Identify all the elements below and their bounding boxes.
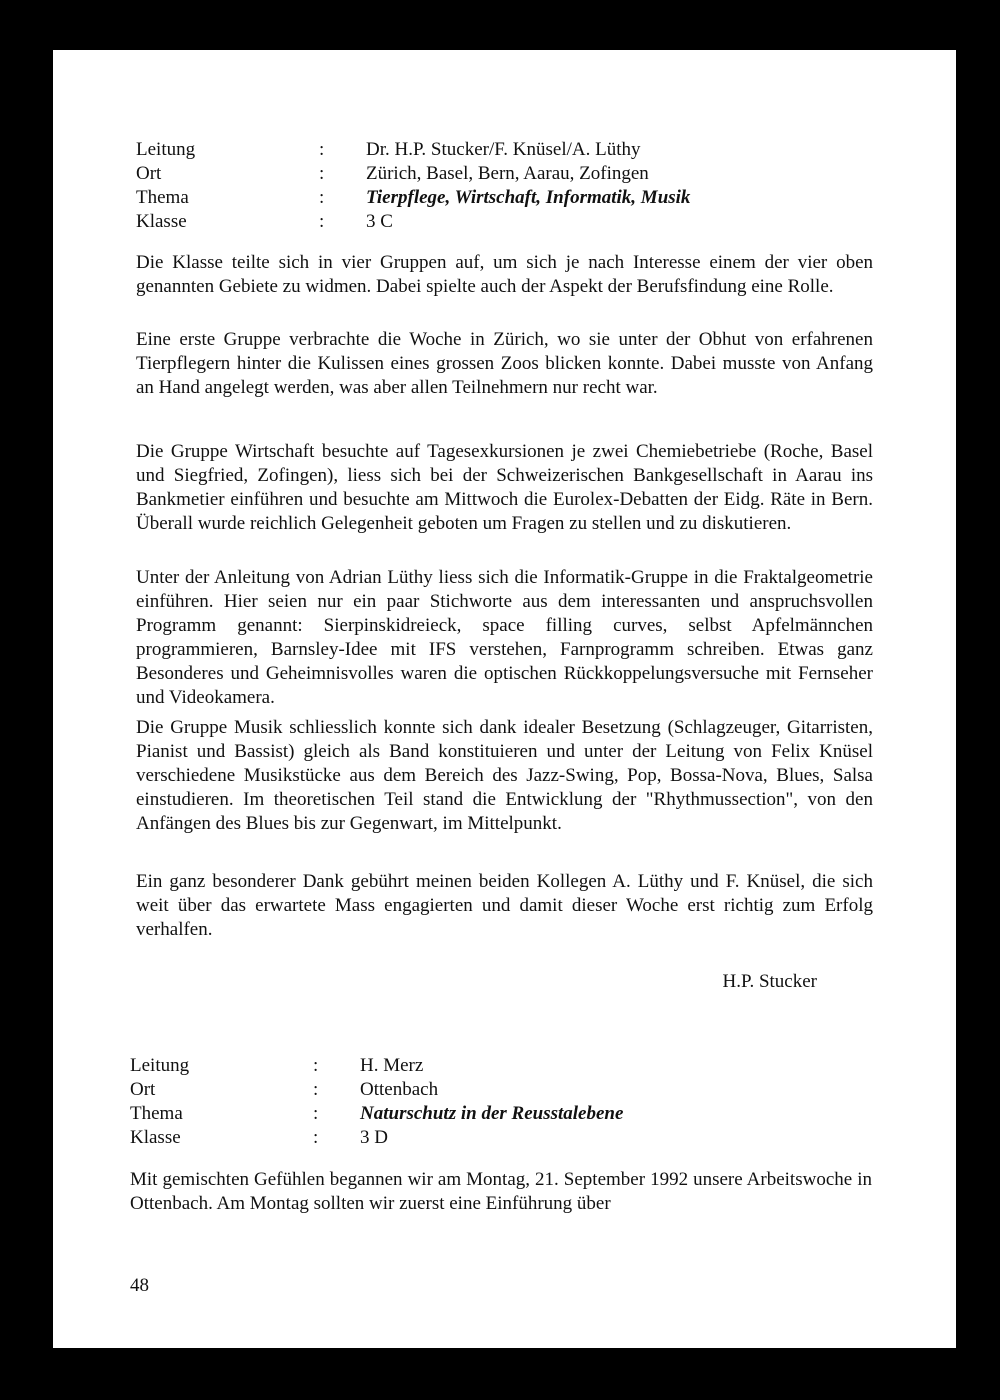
info-label: Leitung bbox=[130, 1055, 190, 1076]
info-colon: : bbox=[319, 139, 325, 160]
signature: H.P. Stucker bbox=[722, 971, 817, 992]
info-label: Thema bbox=[136, 187, 189, 208]
paragraph-dank: Ein ganz besonderer Dank gebührt meinen beiden Kollegen A. Lüthy und F. Knüsel, die sich weit über das erwartete Mass engagierten und damit dieser Woche erst richtig zum Erfolg verhalfen. bbox=[136, 871, 873, 940]
info-colon: : bbox=[319, 163, 325, 184]
info-value-topic: Tierpflege, Wirtschaft, Informatik, Musik bbox=[366, 187, 691, 208]
paragraph-ottenbach: Mit gemischten Gefühlen begannen wir am Montag, 21. September 1992 unsere Arbeitswoche in Ottenbach. Am Montag sollten wir zuerst eine Einführung über bbox=[130, 1169, 872, 1214]
info-colon: : bbox=[313, 1103, 319, 1124]
info-label: Klasse bbox=[130, 1127, 181, 1148]
info-colon: : bbox=[313, 1055, 319, 1076]
info-value: 3 D bbox=[360, 1127, 388, 1148]
info-label: Leitung bbox=[136, 139, 196, 160]
info-colon: : bbox=[313, 1127, 319, 1148]
document-page bbox=[53, 50, 956, 1348]
paragraph-musik: Die Gruppe Musik schliesslich konnte sich dank idealer Besetzung (Schlagzeuger, Gitarristen, Pianist und Bassist) gleich als Band konstituieren und unter der Leitung von Felix Knüsel verschiedene Musikstücke aus dem Bereich des Jazz-Swing, Pop, Bossa-Nova, Blues, Salsa einstudieren. Im theoretischen Teil stand die Entwicklung der "Rhythmussection", von den Anfängen des Blues bis zur Gegenwart, im Mittelpunkt. bbox=[136, 717, 873, 834]
info-colon: : bbox=[319, 211, 325, 232]
info-value: H. Merz bbox=[360, 1055, 424, 1076]
paragraph-intro: Die Klasse teilte sich in vier Gruppen auf, um sich je nach Interesse einem der vier oben genannten Gebiete zu widmen. Dabei spielte auch der Aspekt der Berufsfindung eine Rolle. bbox=[136, 252, 873, 297]
info-label: Ort bbox=[136, 163, 162, 184]
info-label: Klasse bbox=[136, 211, 187, 232]
info-colon: : bbox=[319, 187, 325, 208]
info-label: Thema bbox=[130, 1103, 183, 1124]
info-value-topic: Naturschutz in der Reusstalebene bbox=[360, 1103, 624, 1124]
info-label: Ort bbox=[130, 1079, 156, 1100]
info-value: Ottenbach bbox=[360, 1079, 439, 1100]
info-colon: : bbox=[313, 1079, 319, 1100]
info-value: 3 C bbox=[366, 211, 393, 232]
paragraph-informatik: Unter der Anleitung von Adrian Lüthy liess sich die Informatik-Gruppe in die Fraktalgeometrie einführen. Hier seien nur ein paar Stichworte aus dem interessanten und anspruchsvollen Programm genannt: Sierpinskidreieck, space filling curves, selbst Apfelmännchen programmieren, Barnsley-Idee mit IFS verstehen, Farnprogramm schreiben. Etwas ganz Besonderes und Geheimnisvolles waren die optischen Rückkoppelungsversuche mit Fernseher und Videokamera. bbox=[136, 567, 873, 708]
paragraph-tierpflege: Eine erste Gruppe verbrachte die Woche in Zürich, wo sie unter der Obhut von erfahrenen Tierpflegern hinter die Kulissen eines grossen Zoos blicken konnte. Dabei musste von Anfang an Hand angelegt werden, was aber allen Teilnehmern nur recht war. bbox=[136, 329, 873, 398]
info-value: Zürich, Basel, Bern, Aarau, Zofingen bbox=[366, 163, 649, 184]
page-number: 48 bbox=[130, 1275, 149, 1296]
info-value: Dr. H.P. Stucker/F. Knüsel/A. Lüthy bbox=[366, 139, 641, 160]
paragraph-wirtschaft: Die Gruppe Wirtschaft besuchte auf Tagesexkursionen je zwei Chemiebetriebe (Roche, Basel und Siegfried, Zofingen), liess sich bei der Schweizerischen Bankgesellschaft in Aarau ins Bankmetier einführen und besuchte am Mittwoch die Eurolex-Debatten der Eidg. Räte in Bern. Überall wurde reichlich Gelegenheit geboten um Fragen zu stellen und zu diskutieren. bbox=[136, 441, 873, 534]
